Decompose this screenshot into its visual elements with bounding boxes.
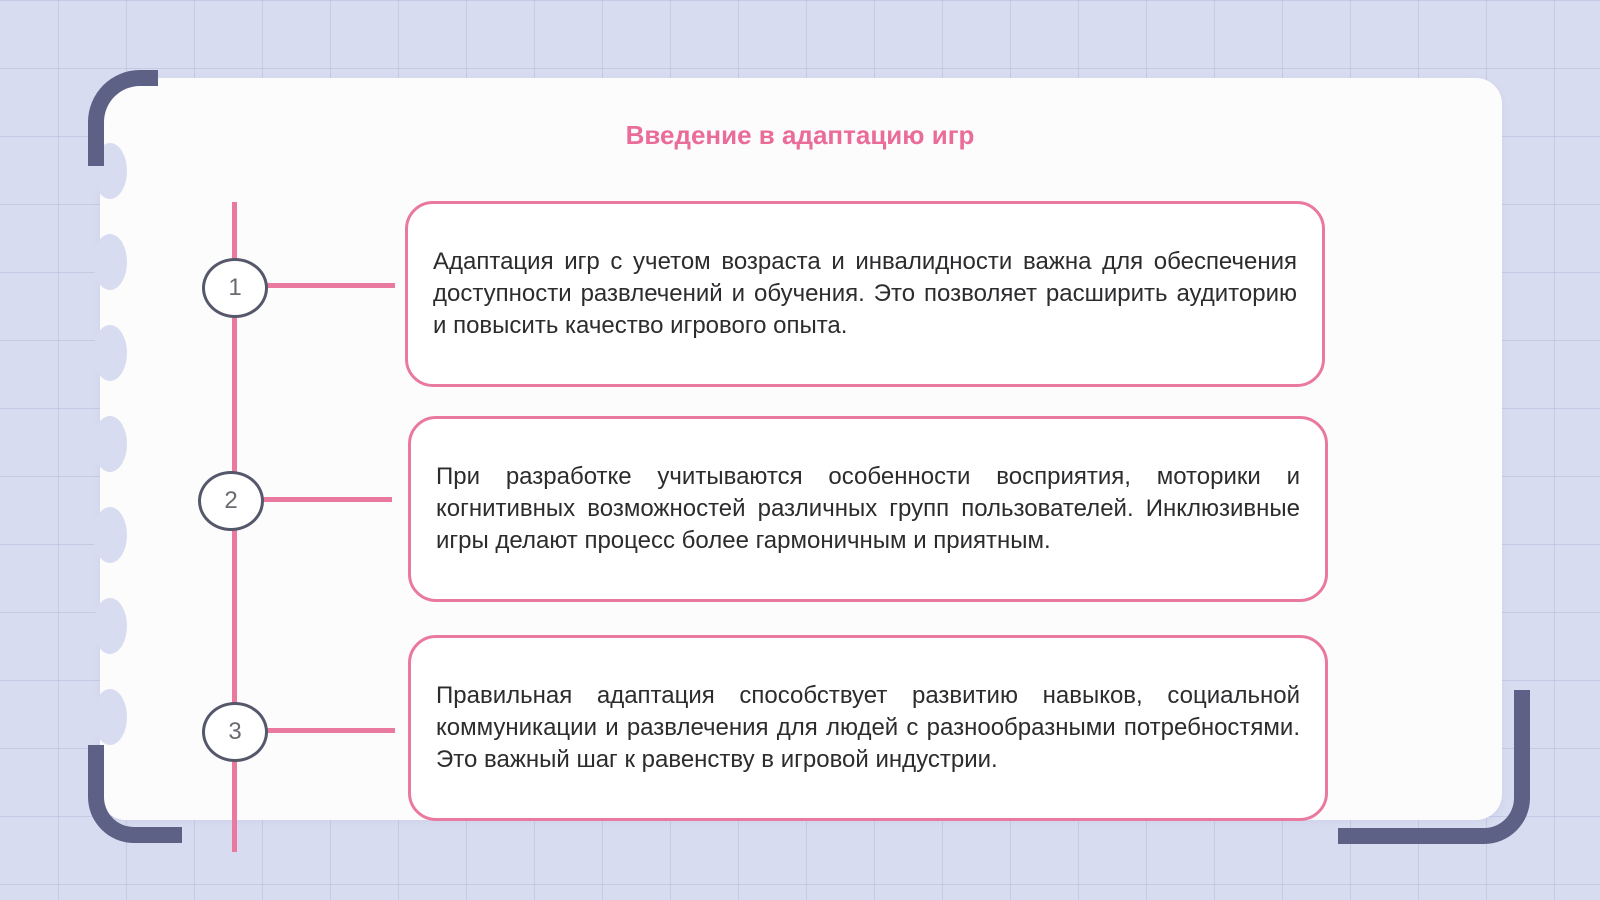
info-card — [408, 635, 1328, 821]
info-card-text: При разработке учитываются особенности восприятия, моторики и когнитивных возможностей различных групп пользователей. Инклюзивные игры делают процесс более гармоничным и приятным. — [436, 463, 1300, 554]
step-number-circle: 1 — [202, 258, 268, 318]
step-number-circle: 3 — [202, 702, 268, 762]
timeline-connector — [265, 728, 395, 733]
paper-edge-notch — [93, 325, 127, 381]
frame-corner-bottom-left — [88, 745, 182, 843]
timeline-connector — [262, 497, 392, 502]
slide-title: Введение в адаптацию игр — [625, 120, 975, 150]
paper-edge-notch — [93, 598, 127, 654]
info-card — [405, 201, 1325, 387]
paper-edge-notch — [93, 234, 127, 290]
timeline-connector — [265, 283, 395, 288]
frame-corner-bottom-right — [1338, 690, 1530, 844]
paper-edge-notch — [93, 689, 127, 745]
frame-corner-top-left — [88, 70, 158, 166]
info-card — [408, 416, 1328, 602]
paper-edge-notch — [93, 507, 127, 563]
step-number-circle: 2 — [198, 471, 264, 531]
info-card-text: Правильная адаптация способствует развитию навыков, социальной коммуникации и развлечения для людей с разнообразными потребностями. Это важный шаг к равенству в игровой индустрии. — [436, 682, 1300, 773]
paper-edge-notch — [93, 416, 127, 472]
info-card-text: Адаптация игр с учетом возраста и инвалидности важна для обеспечения доступности развлечений и обучения. Это позволяет расширить аудиторию и повысить качество игрового опыта. — [433, 248, 1297, 339]
